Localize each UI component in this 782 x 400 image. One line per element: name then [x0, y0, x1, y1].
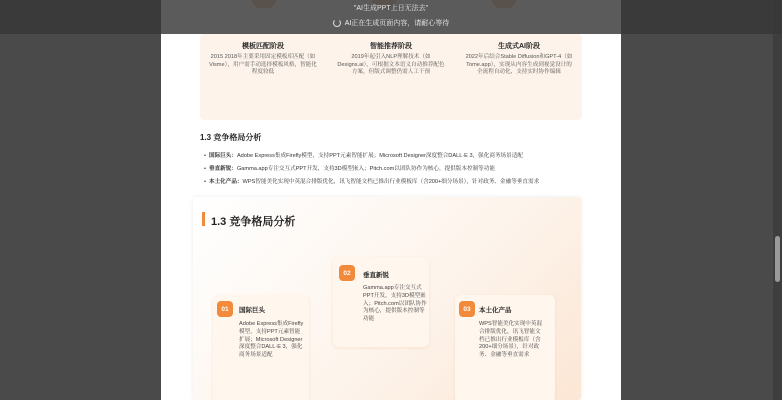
loading-spinner-icon — [333, 19, 341, 27]
competitor-card-international — [213, 295, 309, 400]
phase-column — [464, 41, 574, 77]
card-title: 国际巨头 — [239, 307, 265, 314]
card-title: 本土化产品 — [479, 307, 512, 314]
slide-title: 1.3 竞争格局分析 — [211, 216, 296, 228]
phase-timeline-card — [200, 34, 582, 120]
phase-title: 生成式AI阶段 — [498, 43, 540, 50]
scrollbar-thumb[interactable] — [775, 236, 780, 282]
bullet-text: Gamma.app专注交互式PPT开发，支持3D模型嵌入；Pitch.com以团队协作为核心，提供版本控制等功能 — [236, 166, 495, 172]
status-message — [0, 18, 782, 28]
bullet-label: 垂直新锐： — [208, 166, 237, 172]
title-accent-bar — [202, 212, 205, 226]
phase-description: 2019年起引入NLP理解技术（如Designs.ai），可根据文本语义自动推荐配色方案，但版式调整仍需人工干预 — [337, 54, 445, 76]
bullet-item — [204, 177, 604, 185]
section-heading: 1.3 竞争格局分析 — [200, 133, 262, 142]
bullet-label: 国际巨头： — [208, 153, 237, 159]
bullet-text: WPS智能美化实现中英混合排版优化，讯飞智能文档已推出行业模板库（含200+细分场景），针对政务、金融等垂直需求 — [242, 179, 540, 185]
phase-description: 2015 2018年主要采用固定模板库匹配（如Visme），用户需手动选择模板风格，智能化程度较低 — [209, 54, 317, 76]
phase-column — [336, 41, 446, 77]
competitor-card-vertical — [333, 257, 429, 347]
document-page — [161, 0, 621, 400]
phase-description: 2022年后结合Stable Diffusion和GPT-4（如Tome.app），实现从内容生成到视觉设计的全流程自动化，支持实时协作编辑 — [465, 54, 573, 76]
number-badge: 02 — [339, 265, 355, 281]
number-badge: 01 — [217, 301, 233, 317]
bullet-label: 本土化产品： — [208, 179, 243, 185]
card-title: 垂直新锐 — [363, 272, 389, 279]
document-title: "AI生成PPT上日无法去" — [353, 5, 429, 12]
generation-status-bar — [0, 0, 782, 34]
status-text: AI正在生成页面内容，请耐心等待 — [344, 20, 450, 27]
competitor-card-domestic — [455, 295, 555, 400]
vertical-scrollbar[interactable] — [773, 0, 782, 400]
bullet-text: Adobe Express集成Firefly模型，支持PPT元素智能扩展；Microsoft Designer深度整合DALL·E 3，强化商务场景适配 — [236, 153, 523, 159]
phase-title: 模板匹配阶段 — [242, 43, 284, 50]
bullet-item — [204, 164, 604, 172]
number-badge: 03 — [459, 301, 475, 317]
slide-preview[interactable] — [193, 197, 581, 400]
card-body: WPS智能美化实现中英混合排版优化，讯飞智能文档已推出行业模板库（含200+细分场景），针对政务、金融等垂直需求 — [479, 321, 543, 359]
competition-bullet-list — [204, 151, 604, 190]
card-body: Adobe Express集成Firefly模型，支持PPT元素智能扩展；Microsoft Designer深度整合DALL·E 3，强化商务场景适配 — [239, 321, 304, 359]
card-body: Gamma.app专注交互式PPT开发，支持3D模型嵌入；Pitch.com以团队协作为核心，提供版本控制等功能 — [363, 285, 427, 323]
phase-column — [208, 41, 318, 77]
bullet-item — [204, 151, 604, 159]
phase-title: 智能推荐阶段 — [370, 43, 412, 50]
